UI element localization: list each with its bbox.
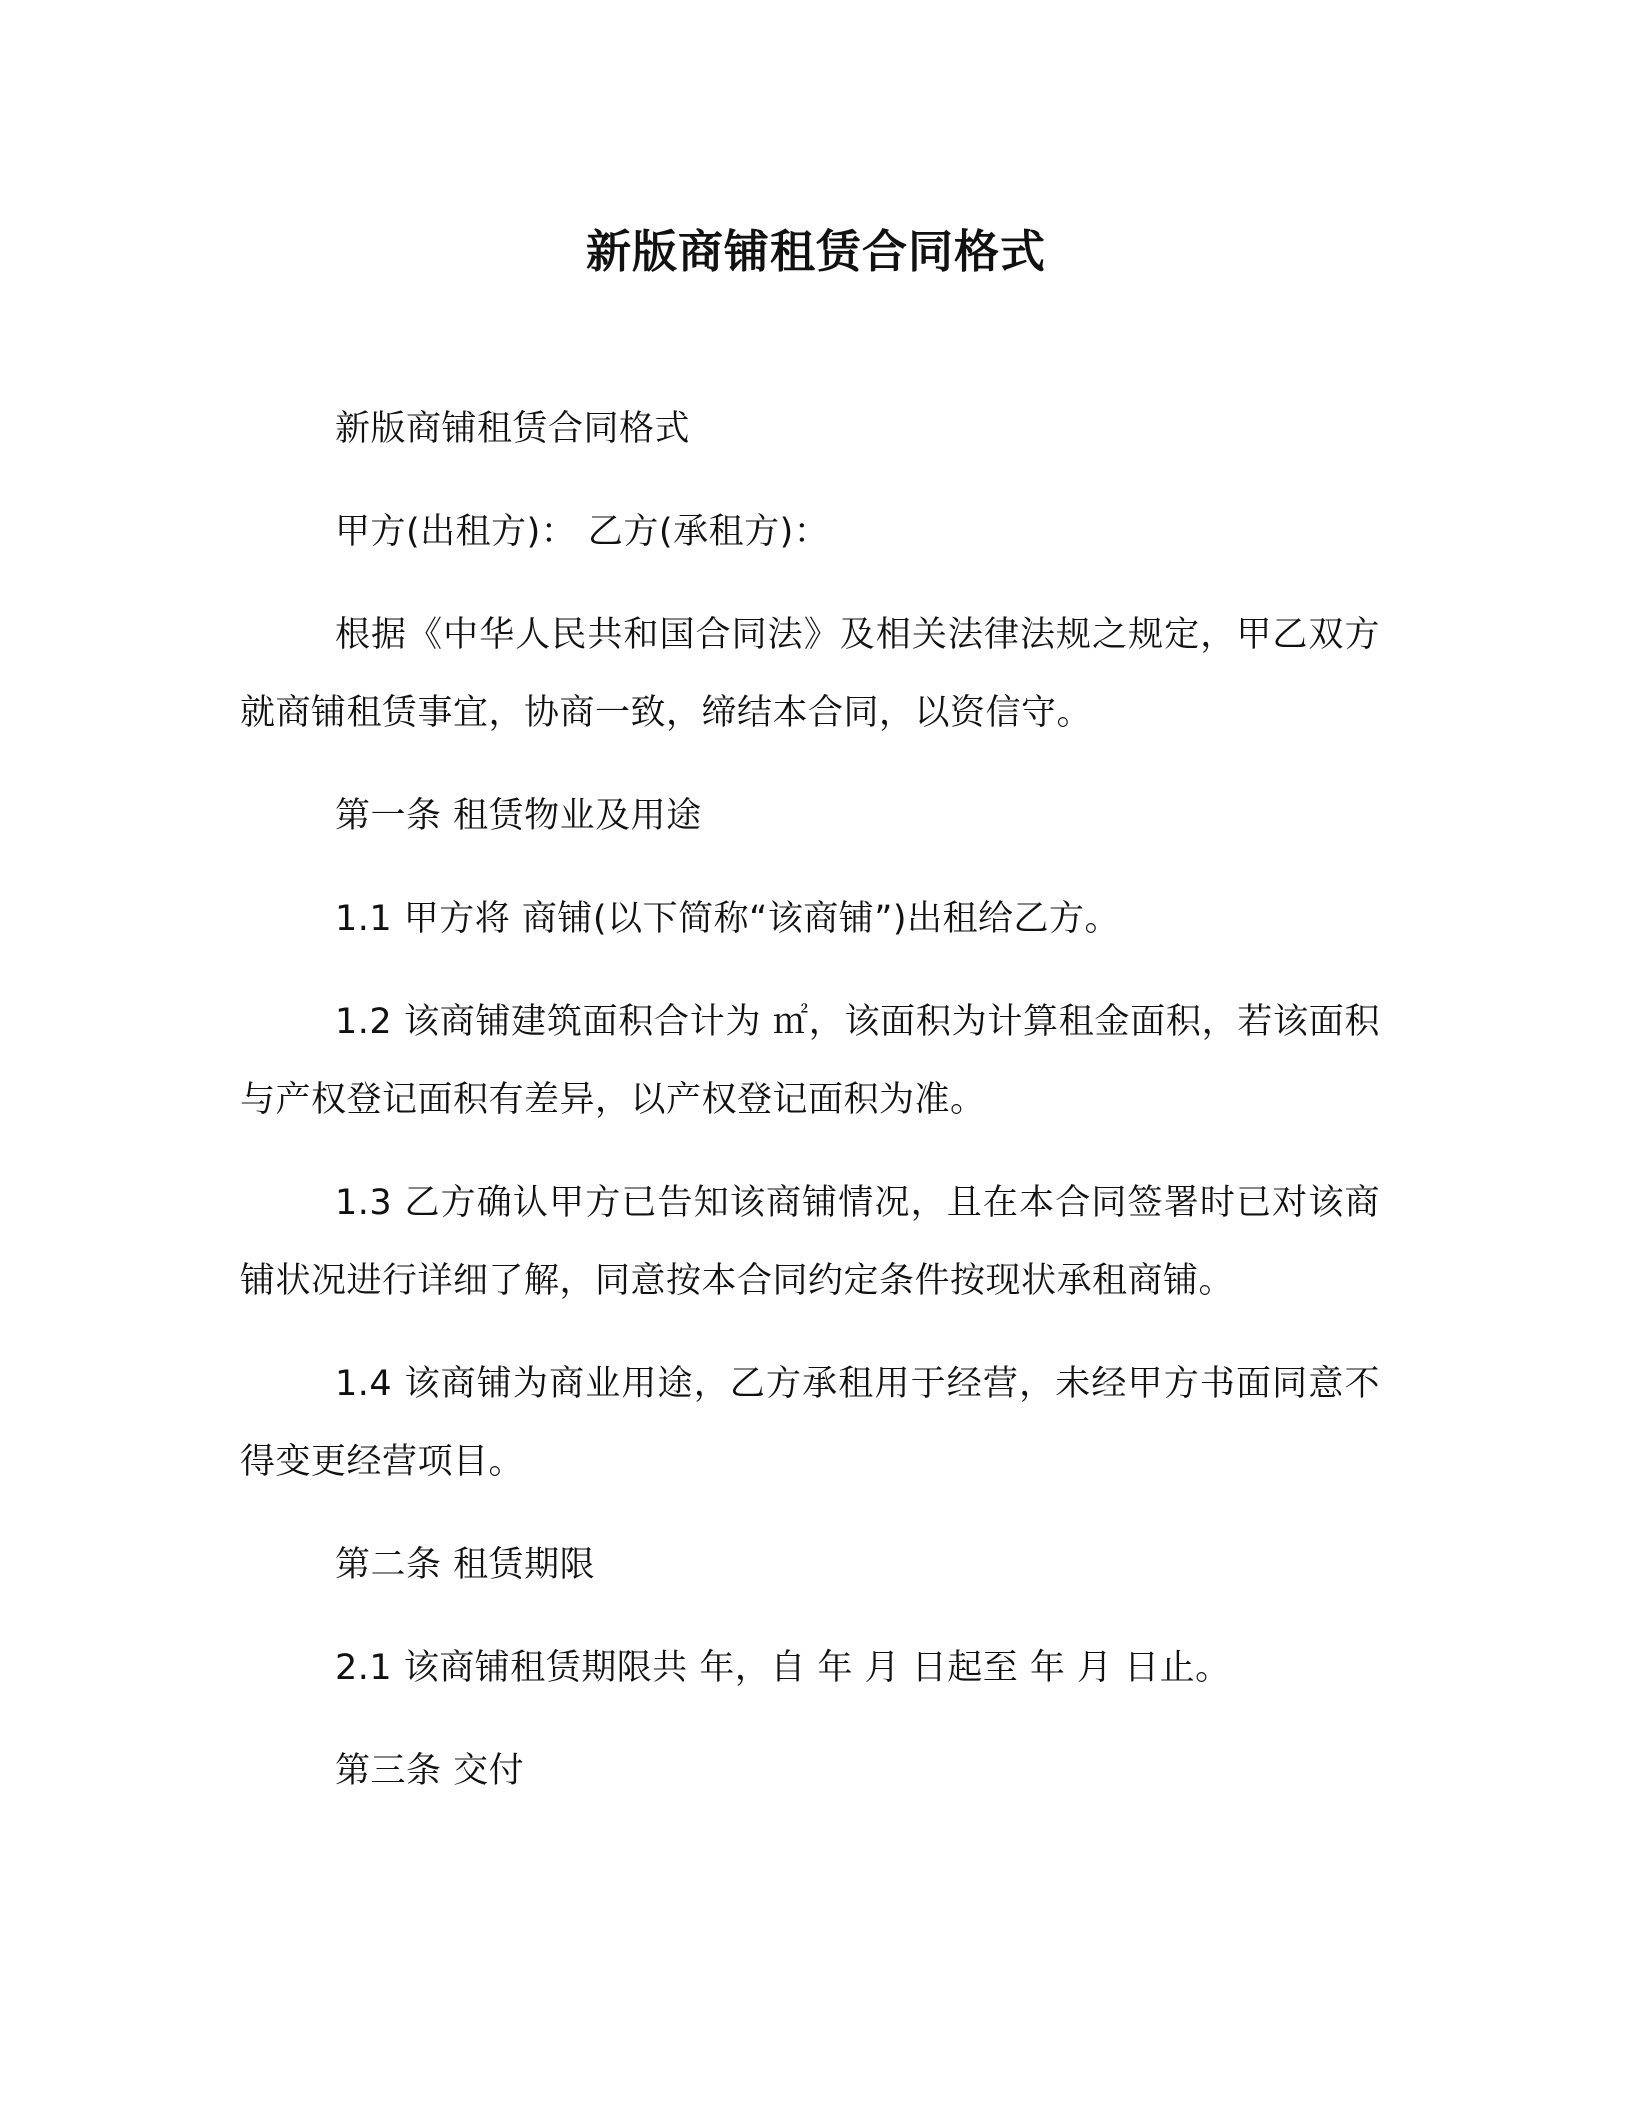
preamble-paragraph: 根据《中华人民共和国合同法》及相关法律法规之规定，甲乙双方就商铺租赁事宜，协商一致，缔结本合同，以资信守。 bbox=[240, 615, 1380, 733]
clause-1-4: 1.4 该商铺为商业用途，乙方承租用于经营，未经甲方书面同意不得变更经营项目。 bbox=[240, 1364, 1380, 1482]
article-2-heading: 第二条 租赁期限 bbox=[335, 1545, 596, 1585]
clause-1-2: 1.2 该商铺建筑面积合计为 ㎡，该面积为计算租金面积，若该面积与产权登记面积有差异，以产权登记面积为准。 bbox=[240, 1002, 1380, 1120]
clause-2-1: 2.1 该商铺租赁期限共 年，自 年 月 日起至 年 月 日止。 bbox=[335, 1648, 1231, 1688]
document-title: 新版商铺租赁合同格式 bbox=[585, 225, 1046, 278]
article-1-heading: 第一条 租赁物业及用途 bbox=[335, 796, 702, 836]
document-body bbox=[240, 390, 1380, 1835]
parties-line: 甲方(出租方)： 乙方(承租方)： bbox=[335, 512, 830, 552]
clause-1-3: 1.3 乙方确认甲方已告知该商铺情况，且在本合同签署时已对该商铺状况进行详细了解，同意按本合同约定条件按现状承租商铺。 bbox=[240, 1183, 1380, 1301]
article-3-heading: 第三条 交付 bbox=[335, 1751, 525, 1791]
clause-1-1: 1.1 甲方将 商铺(以下简称“该商铺”)出租给乙方。 bbox=[335, 899, 1120, 939]
doc-subtitle: 新版商铺租赁合同格式 bbox=[335, 409, 691, 449]
